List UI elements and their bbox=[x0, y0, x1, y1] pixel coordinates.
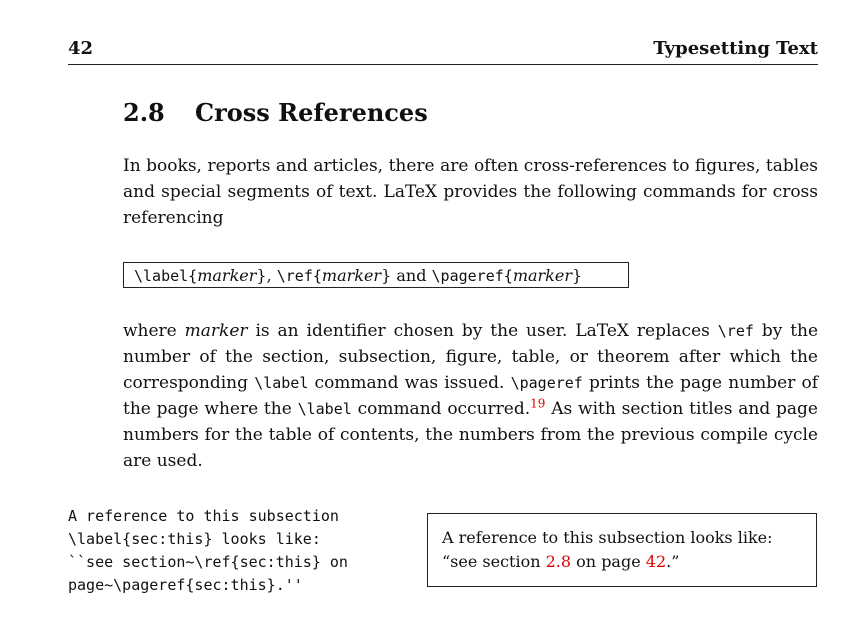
latex-logo: LaTeX bbox=[575, 321, 629, 341]
section-ref-link[interactable]: 2.8 bbox=[545, 552, 572, 571]
output-text: .” bbox=[666, 552, 680, 571]
code-line: A reference to this subsection bbox=[68, 507, 339, 525]
explanation-text: command was issued. bbox=[314, 373, 505, 393]
label-keyword: \label bbox=[254, 374, 309, 392]
explanation-text: is an identifier chosen by the user. bbox=[255, 321, 568, 341]
page-number: 42 bbox=[68, 38, 94, 59]
running-header bbox=[68, 38, 818, 65]
code-line: ``see section~\ref{sec:this} on bbox=[68, 553, 348, 571]
explanation-paragraph bbox=[123, 318, 818, 474]
footnote-marker[interactable]: 19 bbox=[530, 396, 546, 411]
latex-logo: LaTeX bbox=[383, 182, 438, 202]
output-text: on page bbox=[571, 552, 646, 571]
rendered-output-box bbox=[427, 513, 817, 587]
ref-keyword: \ref bbox=[717, 322, 754, 340]
explanation-text: by the number of the section, subsection, figure, table, or theorem after which the corresponding bbox=[123, 321, 819, 393]
marker-arg: marker bbox=[512, 266, 572, 285]
section-heading bbox=[123, 98, 428, 127]
separator-and: and bbox=[391, 266, 432, 285]
marker-term: marker bbox=[184, 321, 248, 341]
running-title: Typesetting Text bbox=[653, 38, 818, 59]
explanation-text: As with section titles and page numbers for the table of contents, the numbers from the previous compile cycle are used. bbox=[123, 399, 818, 471]
section-number: 2.8 bbox=[123, 98, 165, 127]
brace-close: } bbox=[571, 266, 583, 285]
label-command: \label{ bbox=[134, 267, 198, 285]
explanation-text: prints the page number of the page where the bbox=[123, 373, 819, 419]
intro-text-2: provides the following commands for cross referencing bbox=[123, 182, 819, 228]
pageref-command: \pageref{ bbox=[431, 267, 513, 285]
output-line-2 bbox=[442, 550, 802, 574]
brace-close: } bbox=[256, 266, 267, 285]
intro-paragraph bbox=[123, 153, 818, 231]
explanation-text: where bbox=[123, 321, 177, 341]
intro-text-1: In books, reports and articles, there are often cross-references to figures, tables and special segments of text. bbox=[123, 156, 818, 202]
ref-command: \ref{ bbox=[276, 267, 322, 285]
code-line: \label{sec:this} looks like: bbox=[68, 530, 321, 548]
page-ref-link[interactable]: 42 bbox=[645, 552, 667, 571]
output-line-1: A reference to this subsection looks like: bbox=[442, 528, 773, 547]
output-text: “see section bbox=[442, 552, 546, 571]
marker-arg: marker bbox=[321, 266, 382, 285]
explanation-text: replaces bbox=[636, 321, 710, 341]
commands-box bbox=[123, 262, 629, 288]
brace-close: } bbox=[381, 266, 392, 285]
separator-comma: , bbox=[266, 266, 277, 285]
pageref-keyword: \pageref bbox=[510, 374, 583, 392]
code-line: page~\pageref{sec:this}.'' bbox=[68, 576, 303, 594]
label-keyword: \label bbox=[297, 400, 352, 418]
section-title: Cross References bbox=[195, 98, 428, 127]
explanation-text: command occurred. bbox=[357, 399, 531, 419]
marker-arg: marker bbox=[197, 266, 257, 285]
code-example bbox=[68, 505, 348, 597]
